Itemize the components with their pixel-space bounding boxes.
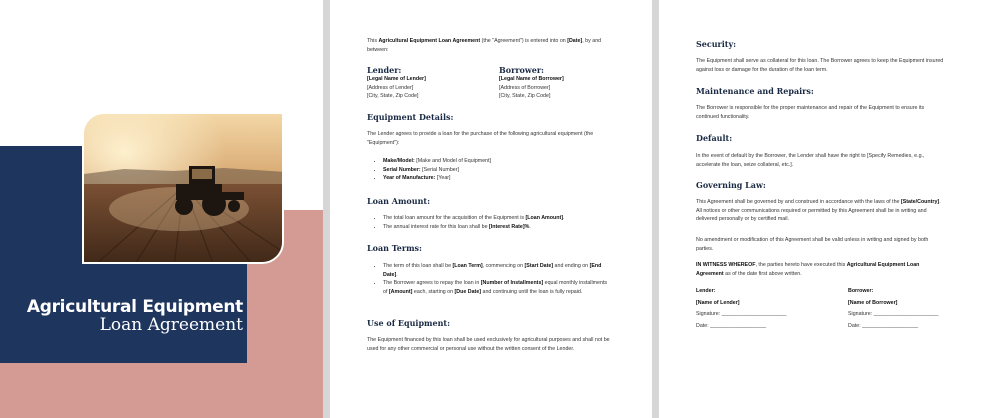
- loan-amount-heading: Loan Amount:: [367, 196, 431, 206]
- loan-amount-list: [374, 214, 614, 231]
- cover-title-line2: Loan Agreement: [99, 315, 243, 335]
- agreement-page-2: [659, 0, 981, 418]
- lender-block: [367, 75, 487, 101]
- lender-name: [Legal Name of Lender]: [367, 76, 426, 82]
- equipment-item: • Make/Model: [Make and Model of Equipment]: [383, 157, 614, 166]
- default-heading: Default:: [696, 133, 733, 143]
- loan-amount-item: • The total loan amount for the acquisition of the Equipment is [Loan Amount].: [383, 214, 614, 223]
- default-paragraph: In the event of default by the Borrower, the Lender shall have the right to [Specify Remedies, e.g., accelerate the loan, seize collateral, etc.].: [696, 153, 925, 168]
- borrower-name: [Legal Name of Borrower]: [499, 76, 564, 82]
- loan-terms-list: [374, 262, 609, 296]
- lender-heading: Lender:: [367, 65, 402, 75]
- borrower-signature-line: Signature: ______________________: [848, 311, 939, 317]
- equipment-item: • Serial Number: [Serial Number]: [383, 166, 614, 175]
- maintenance-paragraph: The Borrower is responsible for the proper maintenance and repair of the Equipment to ensure its continued functionality.: [696, 105, 925, 120]
- equipment-item: • Year of Manufacture: [Year]: [383, 174, 614, 183]
- security-paragraph: The Equipment shall serve as collateral for this loan. The Borrower agrees to keep the Equipment insured against loss or damage for the duration of the loan term.: [696, 58, 944, 73]
- use-of-equipment-paragraph: The Equipment financed by this loan shall be used exclusively for agricultural purposes and shall not be used for any other commercial or personal use without the written consent of the Lender.: [367, 337, 610, 352]
- maintenance-heading: Maintenance and Repairs:: [696, 86, 814, 96]
- lender-signature-block: [696, 287, 816, 330]
- loan-terms-item: • The term of this loan shall be [Loan Term], commencing on [Start Date] and ending on [End Date].: [383, 262, 609, 279]
- governing-law-paragraph: This Agreement shall be governed by and construed in accordance with the laws of the [State/Country]. All notices or other communications required or permitted by this Agreement shall be in writing and delivered personally or by certified mail.: [696, 199, 941, 222]
- sig-lender-name: [Name of Lender]: [696, 299, 740, 306]
- equipment-heading: Equipment Details:: [367, 112, 454, 122]
- loan-amount-item: • The annual interest rate for this loan shall be [Interest Rate]%.: [383, 223, 614, 232]
- agreement-page-1: [330, 0, 652, 418]
- borrower-signature-block: [848, 287, 968, 330]
- lender-address: [Address of Lender]: [367, 84, 414, 91]
- witness-paragraph: IN WITNESS WHEREOF, the parties hereto have executed this Agricultural Equipment Loan Agreement as of the date first above written.: [696, 262, 920, 277]
- security-heading: Security:: [696, 39, 737, 49]
- sig-lender-label: Lender:: [696, 288, 716, 294]
- lender-city: [City, State, Zip Code]: [367, 93, 419, 99]
- equipment-paragraph: The Lender agrees to provide a loan for the purchase of the following agricultural equipment (the "Equipment"):: [367, 131, 594, 146]
- borrower-city: [City, State, Zip Code]: [499, 93, 551, 99]
- loan-terms-heading: Loan Terms:: [367, 243, 423, 253]
- tractor-field-photo: [82, 112, 284, 264]
- amendment-paragraph: No amendment or modification of this Agreement shall be valid unless in writing and signed by both parties.: [696, 237, 929, 252]
- sig-borrower-label: Borrower:: [848, 288, 874, 294]
- cover-page: [0, 0, 323, 418]
- lender-signature-line: Signature: ______________________: [696, 311, 787, 317]
- use-of-equipment-heading: Use of Equipment:: [367, 318, 451, 328]
- loan-terms-item: • The Borrower agrees to repay the loan in [Number of Installments] equal monthly installments of [Amount] each, starting on [Due Date] and continuing until the loan is fully repaid.: [383, 279, 609, 296]
- borrower-address: [Address of Borrower]: [499, 84, 551, 91]
- intro-paragraph: This Agricultural Equipment Loan Agreement (the "Agreement") is entered into on [Date], by and between:: [367, 38, 602, 53]
- lender-date-line: Date: ___________________: [696, 322, 767, 329]
- equipment-list: [374, 157, 614, 183]
- borrower-date-line: Date: ___________________: [848, 322, 919, 329]
- sig-borrower-name: [Name of Borrower]: [848, 299, 898, 306]
- cover-title-line1: Agricultural Equipment: [26, 297, 243, 317]
- governing-law-heading: Governing Law:: [696, 180, 766, 190]
- borrower-heading: Borrower:: [499, 65, 545, 75]
- borrower-block: [499, 75, 619, 101]
